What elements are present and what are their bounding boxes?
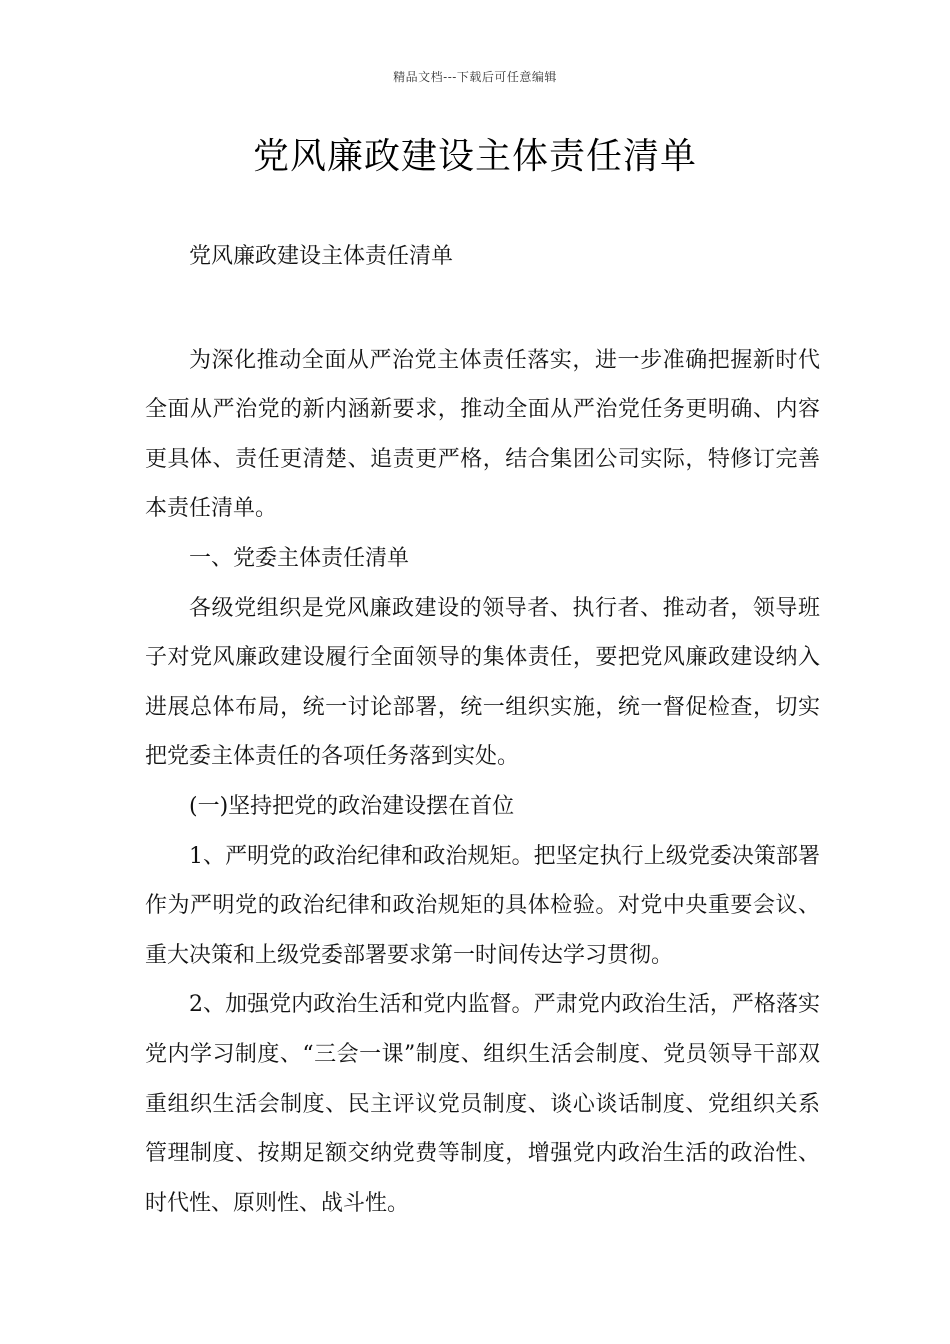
document-subtitle: 党风廉政建设主体责任清单 (189, 244, 454, 269)
header-note: 精品文档---下载后可任意编辑 (393, 70, 557, 84)
subsection-heading: (一)坚持把党的政治建设摆在首位 (189, 793, 515, 819)
section-heading: 一、党委主体责任清单 (189, 545, 410, 571)
item-paragraph-2: 2、加强党内政治生活和党内监督。严肃党内政治生活，严格落实党内学习制度、“三会一课”制度、组织生活会制度、党员领导干部双重组织生活会制度、民主评议党员制度、谈心谈话制度、党组织关系管理制度、按期足额交纳党费等制度，增强党内政治生活的政治性、时代性、原则性、战斗性。 (145, 992, 820, 1216)
section-paragraph: 各级党组织是党风廉政建设的领导者、执行者、推动者，领导班子对党风廉政建设履行全面领导的集体责任，要把党风廉政建设纳入进展总体布局，统一讨论部署，统一组织实施，统一督促检查，切实把党委主体责任的各项任务落到实处。 (145, 595, 820, 770)
document-title: 党风廉政建设主体责任清单 (252, 136, 697, 177)
document-body (145, 232, 820, 1228)
intro-paragraph: 为深化推动全面从严治党主体责任落实，进一步准确把握新时代全面从严治党的新内涵新要求，推动全面从严治党任务更明确、内容更具体、责任更清楚、追责更严格，结合集团公司实际，特修订完善本责任清单。 (145, 347, 820, 522)
item-paragraph-1: 1、严明党的政治纪律和政治规矩。把坚定执行上级党委决策部署作为严明党的政治纪律和政治规矩的具体检验。对党中央重要会议、重大决策和上级党委部署要求第一时间传达学习贯彻。 (145, 843, 820, 968)
